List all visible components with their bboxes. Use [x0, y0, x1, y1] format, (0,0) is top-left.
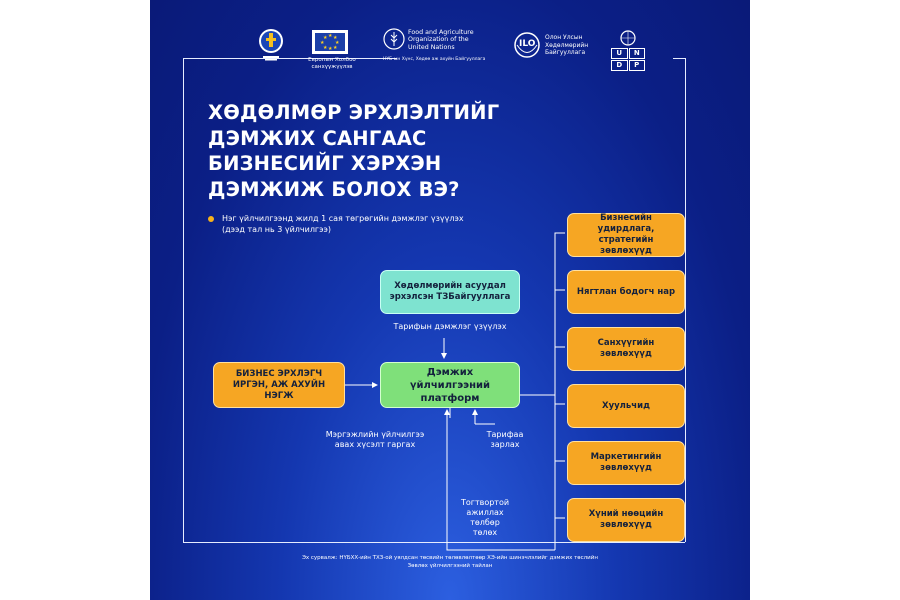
undp-letter: P: [629, 60, 646, 71]
service-node: Маркетингийн зөвлөхүүд: [567, 441, 685, 485]
title-line: ДЭМЖИХ САНГААС: [208, 126, 427, 150]
edge-label-line: Тарифаа: [486, 430, 524, 439]
edge-label-line: төлбөр: [470, 518, 500, 527]
edge-label-line: төлөх: [472, 528, 498, 537]
edge-label-line: авах хүсэлт гаргах: [334, 440, 416, 449]
undp-letter: U: [611, 48, 628, 59]
edge-label-service-request: [300, 430, 450, 450]
title-line: БИЗНЕСИЙГ ХЭРХЭН: [208, 152, 442, 175]
eu-flag-icon: ★ ★ ★ ★ ★ ★ ★ ★: [312, 30, 348, 54]
title-line: ХӨДӨЛМӨР ЭРХЛЭЛТИЙГ: [208, 101, 500, 124]
labor-org-node: Хөдөлмөрийн асуудал эрхэлсэн ТЗБайгууллага: [380, 270, 520, 314]
service-node: Хуульчид: [567, 384, 685, 428]
service-node: Бизнесийн удирдлага, стратегийн зөвлөхүүд: [567, 213, 685, 257]
edge-label-line: Тогтвортой: [460, 498, 510, 507]
edge-label-line: Мэргэжлийн үйлчилгээ: [325, 430, 425, 439]
platform-node: Дэмжих үйлчилгээний платформ: [380, 362, 520, 408]
business-node: БИЗНЕС ЭРХЛЭГЧ ИРГЭН, АЖ АХУЙН НЭГЖ: [213, 362, 345, 408]
fao-name: Food and Agriculture Organization of the United Nations: [408, 29, 474, 51]
title-line: ДЭМЖИЖ БОЛОХ ВЭ?: [208, 177, 460, 201]
edge-label-line: ажиллах: [466, 508, 504, 517]
note-line: (дээд тал нь 3 үйлчилгээ): [222, 225, 332, 234]
undp-letter: D: [611, 60, 628, 71]
service-node: Нягтлан бодогч нар: [567, 270, 685, 314]
footnote-line: Зөвлөх үйлчилгээний тайлан: [407, 563, 493, 569]
footnote-line: Эх сурвалж: НҮБХХ-ийн ТХЗ-ой уялдсан төсвийн төлөвлөлтөөр ХЭ-ийн шинэчлэлийг дэмжих төслийн: [302, 555, 598, 561]
service-node: Хүний нөөцийн зөвлөхүүд: [567, 498, 685, 542]
edge-label-line: зарлах: [490, 440, 520, 449]
eu-caption: Европын Холбоо санхүүжүүлэв: [308, 57, 356, 70]
source-footnote: [210, 554, 690, 570]
ilo-name: Олон Улсын Хөдөлмөрийн Байгууллага: [545, 34, 589, 56]
edge-label-fee: [455, 498, 515, 538]
ilo-mark: ILO: [519, 39, 536, 49]
service-node: Санхүүгийн зөвлөхүүд: [567, 327, 685, 371]
undp-letter: N: [629, 48, 646, 59]
edge-label-tariff-support: Тарифын дэмжлэг үзүүлэх: [393, 322, 507, 331]
fao-caption: НҮБ-ын Хүнс, Хөдөө аж ахуйн Байгууллага: [383, 57, 486, 62]
edge-label-tariff-publish: [475, 430, 535, 450]
note-line: Нэг үйлчилгээнд жилд 1 сая төгрөгийн дэмжлэг үзүүлэх: [222, 214, 464, 223]
poster: [150, 0, 750, 600]
